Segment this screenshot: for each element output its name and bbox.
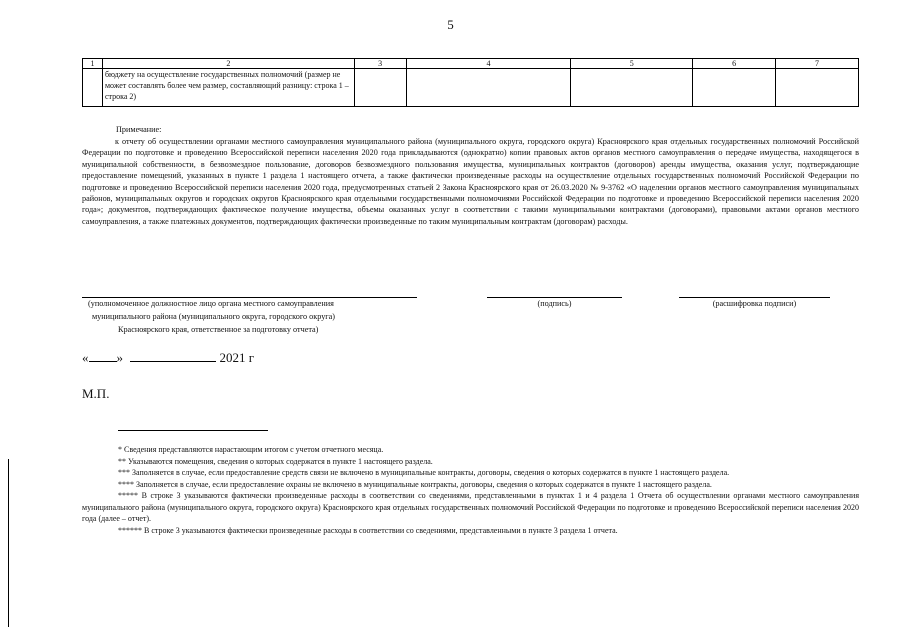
date-day-blank xyxy=(89,351,117,362)
table-cell xyxy=(354,69,406,107)
table-header-cell: 5 xyxy=(571,59,693,69)
note-title: Примечание: xyxy=(116,125,162,134)
table-cell xyxy=(83,69,103,107)
official-caption-line2: муниципального района (муниципального округа, городского округа) xyxy=(92,312,336,321)
table-header-cell: 3 xyxy=(354,59,406,69)
signature-decode-label: (расшифровка подписи) xyxy=(712,299,797,308)
table-header-cell: 6 xyxy=(693,59,776,69)
footnotes xyxy=(82,444,859,536)
table-header-cell: 1 xyxy=(83,59,103,69)
table-header-cell: 7 xyxy=(776,59,859,69)
footnote-1: * Сведения представляются нарастающим итогом с учетом отчетного месяца. xyxy=(118,445,384,454)
date-open-quote: « xyxy=(82,350,89,365)
table-cell xyxy=(406,69,571,107)
signature-label: (подпись) xyxy=(537,299,572,308)
table-cell xyxy=(693,69,776,107)
note-body: к отчету об осуществлении органами местного самоуправления муниципального района (муниципального округа, городского округа) Красноярского края отдельных государственных полномочий Российской Федерации по подготовке и проведению Всероссийской переписи населения 2020 года прикладываются (однократно) копии правовых актов органов местного самоуправления о передаче имущества, находящегося в муниципальной собственности, в безвозмездное пользование, договоров безвозмездного пользования имущества, муниципальных контрактов (договоров) аренды имущества, оказания услуг, подтверждающие предоставление помещений, указанных в пункте 1 раздела 1 настоящего отчета, а также фактически произведенные расходы на осуществление отдельных государственных полномочий Российской Федерации по подготовке и проведению Всероссийской переписи населения 2020 года, предусмотренных статьей 2 Закона Красноярского края от 26.03.2020 № 9-3762 «О наделении органов местного самоуправления муниципальных районов, муниципальных округов и городских округов Красноярского края отдельными государственными полномочиями Российской Федерации по подготовке и проведению Всероссийской переписи населения 2020 года»; документов, подтверждающих фактическое получение имущества, объемы оказанных услуг в соответствии с такими муниципальными контрактами (договорами), правовыми актами органов местного самоуправления, а также платежных документов, подтверждающих фактически произведенные по таким муниципальным контрактам (договорам) расходы. xyxy=(82,137,859,226)
date-close-quote: » xyxy=(116,350,123,365)
table-header-cell: 2 xyxy=(102,59,354,69)
stamp-place: М.П. xyxy=(82,386,110,401)
page-number: 5 xyxy=(447,17,454,32)
official-caption-line1: (уполномоченное должностное лицо органа местного самоуправления xyxy=(88,299,334,308)
official-caption-line3: Красноярского края, ответственное за подготовку отчета) xyxy=(118,325,319,334)
table-cell xyxy=(776,69,859,107)
table-header-cell: 4 xyxy=(406,59,571,69)
date-line xyxy=(82,350,254,366)
footnote-4: **** Заполняется в случае, если предоставление охраны не включено в муниципальные контракты, договоры, сведения о которых содержатся в пункте 1 настоящего раздела. xyxy=(118,479,712,489)
scan-margin-line xyxy=(8,459,9,627)
footnote-2: ** Указываются помещения, сведения о которых содержатся в пункте 1 настоящего раздела. xyxy=(118,456,433,466)
table-cell-description: бюджету на осуществление государственных полномочий (размер не может составлять более чем размер, составляющий разницу: строка 1 – строка 2) xyxy=(102,69,354,107)
date-month-blank xyxy=(130,351,216,362)
table-header-row xyxy=(83,59,859,69)
footnote-5: ***** В строке 3 указываются фактически произведенные расходы в соответствии со сведениями, представленными в пунктах 1 и 4 раздела 1 Отчета об осуществлении органами местного самоуправления муниципального района (муниципального округа, городского округа) Красноярского края отдельных государственных полномочий Российской Федерации по подготовке и проведению Всероссийской переписи населения 2020 года (далее – отчет). xyxy=(82,491,859,523)
report-table xyxy=(82,58,859,107)
footnote-3: *** Заполняется в случае, если предоставление средств связи не включено в муниципальные контракты, договоры, сведения о которых содержатся в пункте 1 настоящего раздела. xyxy=(118,468,730,477)
table-row xyxy=(83,69,859,107)
footnote-separator xyxy=(118,430,268,431)
table-cell xyxy=(571,69,693,107)
date-year: 2021 г xyxy=(219,350,255,365)
footnote-6: ****** В строке 3 указываются фактически произведенные расходы в соответствии со сведениями, представленными в пункте 3 раздела 1 отчета. xyxy=(118,525,618,535)
